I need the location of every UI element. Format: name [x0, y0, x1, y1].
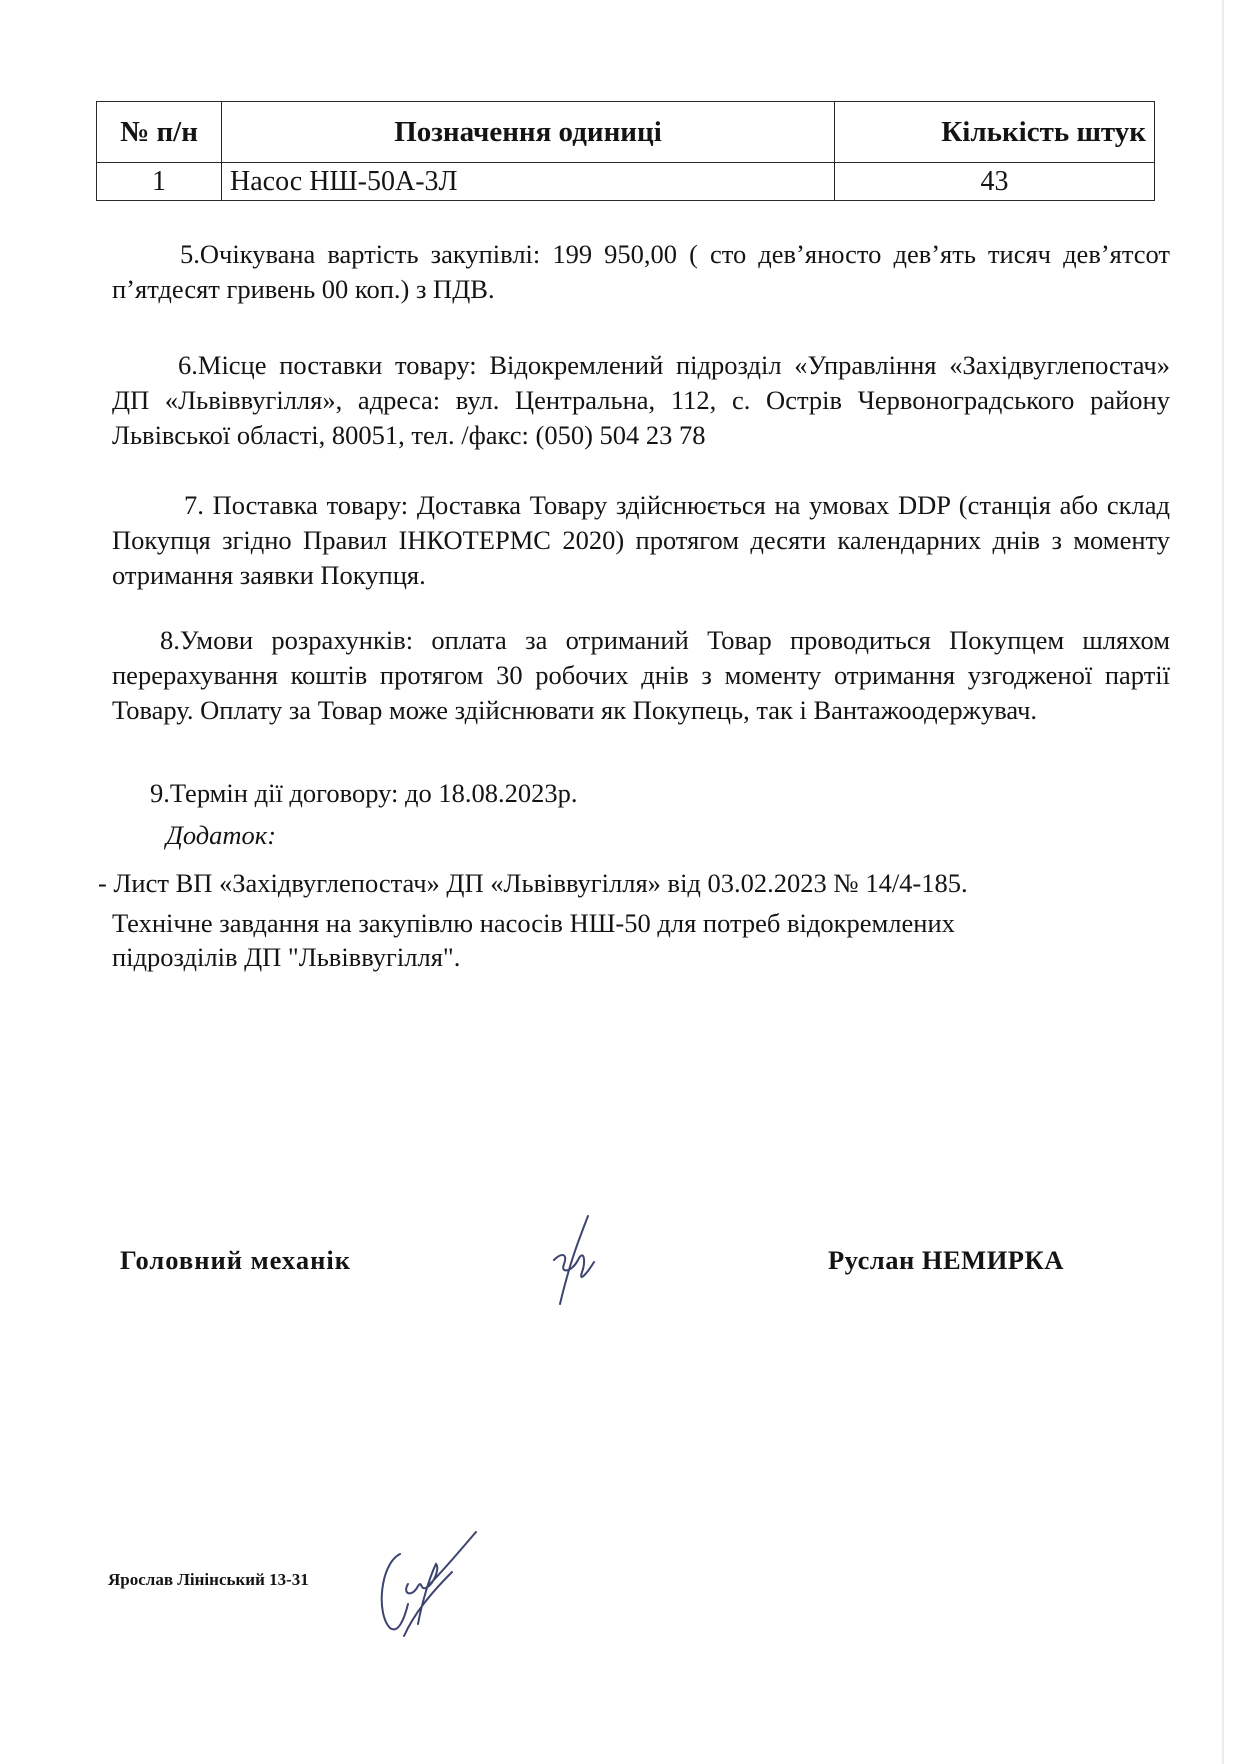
paragraph-payment-terms: 8.Умови розрахунків: оплата за отриманий Товар проводиться Покупцем шляхом перерахування коштів протягом 30 робочих днів з моменту отримання узгодженої партії Товару. Оплату за Товар може здійснювати як Покупець, так і Вантажоодержувач.	[112, 625, 1170, 725]
paragraph-expected-cost: 5.Очікувана вартість закупівлі: 199 950,00 ( сто дев’яносто дев’ять тисяч дев’ятсот п’ятдесят гривень 00 коп.) з ПДВ.	[112, 239, 1170, 304]
addendum-spec-line1: Технічне завдання на закупівлю насосів НШ-50 для потреб відокремлених	[112, 908, 955, 938]
header-quantity: Кількість штук	[835, 102, 1155, 163]
paragraph-contract-term: 9.Термін дії договору: до 18.08.2023р.	[150, 778, 578, 808]
signatory-name: Руслан НЕМИРКА	[828, 1245, 1064, 1275]
row-designation: Насос НШ-50А-3Л	[222, 163, 835, 201]
signature-mark-chief-mechanic	[548, 1212, 608, 1312]
header-number: № п/н	[97, 102, 222, 163]
table-header-row	[97, 102, 1155, 163]
row-quantity: 43	[835, 163, 1155, 201]
paragraph-delivery-terms: 7. Поставка товару: Доставка Товару здійснюється на умовах DDP (станція або склад Покупця згідно Правил ІНКОТЕРМС 2020) протягом десяти календарних днів з моменту отримання заявки Покупця.	[112, 490, 1170, 590]
header-designation: Позначення одиниці	[222, 102, 835, 163]
signature-mark-executor	[374, 1524, 484, 1644]
signatory-role: Головний механік	[120, 1245, 351, 1275]
executor-name: Ярослав Лінінський 13-31	[108, 1570, 309, 1589]
addendum-spec-line2: підрозділів ДП "Львіввугілля".	[112, 942, 461, 972]
row-number: 1	[97, 163, 222, 201]
addendum-label: Додаток:	[166, 820, 277, 850]
units-table	[96, 101, 1155, 201]
table-row	[97, 163, 1155, 201]
addendum-letter: - Лист ВП «Західвуглепостач» ДП «Львіввугілля» від 03.02.2023 № 14/4-185.	[98, 868, 968, 898]
paragraph-delivery-place: 6.Місце поставки товару: Відокремлений підрозділ «Управління «Західвуглепостач» ДП «Львіввугілля», адреса: вул. Центральна, 112, с. Острів Червоноградського району Львівської області, 80051, тел. /факс: (050) 504 23 78	[112, 350, 1170, 450]
page-edge	[1222, 0, 1224, 1764]
